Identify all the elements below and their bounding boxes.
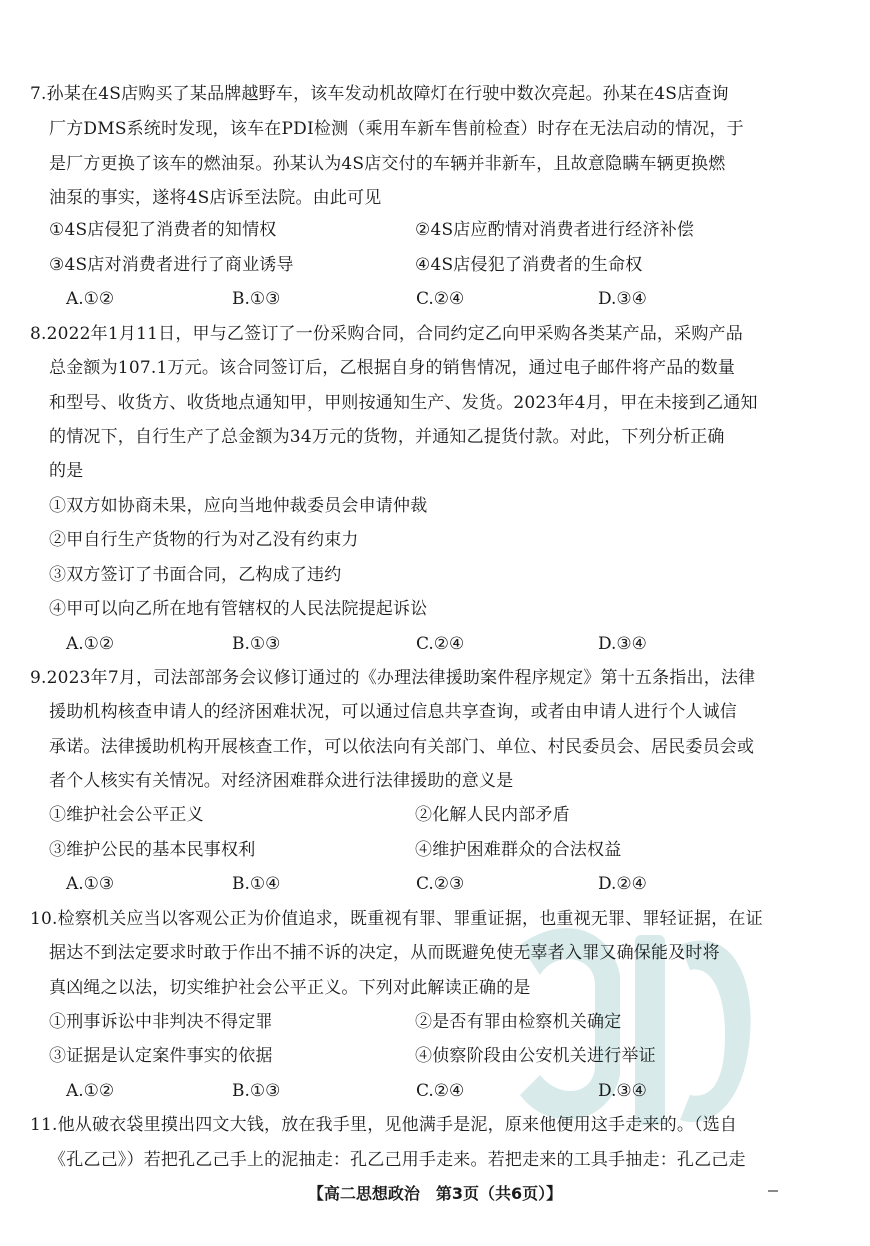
q7-answer-a: A.①②	[66, 289, 115, 309]
q8-answer-b: B.①③	[232, 634, 281, 654]
q7-line-3: 是厂方更换了该车的燃油泵。孙某认为4S店交付的车辆并非新车，且故意隐瞒车辆更换燃	[49, 154, 726, 174]
q10-option-1: ①刑事诉讼中非判决不得定罪	[49, 1012, 273, 1032]
q9-option-4: ④维护困难群众的合法权益	[415, 840, 622, 860]
q7-line-4: 油泵的事实，遂将4S店诉至法院。由此可见	[49, 188, 382, 208]
q8-answer-a: A.①②	[66, 634, 115, 654]
q8-line-3: 和型号、收货方、收货地点通知甲，甲则按通知生产、发货。2023年4月，甲在未接到乙通知	[49, 393, 758, 413]
q10-option-3: ③证据是认定案件事实的依据	[49, 1046, 273, 1066]
q8-answer-d: D.③④	[598, 634, 647, 654]
q11-line-2: 《孔乙己》）若把孔乙己手上的泥抽走：孔乙己用手走来。若把走来的工具手抽走：孔乙己走	[49, 1150, 746, 1170]
q8-option-2: ②甲自行生产货物的行为对乙没有约束力	[49, 530, 359, 550]
q9-line-4: 者个人核实有关情况。对经济困难群众进行法律援助的意义是	[49, 771, 514, 791]
q7-option-2: ②4S店应酌情对消费者进行经济补偿	[415, 220, 695, 240]
q7-line-2: 厂方DMS系统时发现，该车在PDI检测（乘用车新车售前检查）时存在无法启动的情况，于	[49, 119, 744, 139]
q8-line-2: 总金额为107.1万元。该合同签订后，乙根据自身的销售情况，通过电子邮件将产品的数量	[49, 358, 736, 378]
q9-answer-b: B.①④	[232, 874, 281, 894]
scan-mark	[768, 1190, 778, 1192]
q8-line-1: 8.2022年1月11日，甲与乙签订了一份采购合同，合同约定乙向甲采购各类某产品，采购产品	[30, 324, 743, 344]
q8-option-4: ④甲可以向乙所在地有管辖权的人民法院提起诉讼	[49, 599, 428, 619]
q9-line-3: 承诺。法律援助机构开展核查工作，可以依法向有关部门、单位、村民委员会、居民委员会或	[49, 737, 755, 757]
q9-line-1: 9.2023年7月，司法部部务会议修订通过的《办理法律援助案件程序规定》第十五条指出，法律	[30, 668, 756, 688]
q10-option-2: ②是否有罪由检察机关确定	[415, 1012, 622, 1032]
q9-line-2: 援助机构核查申请人的经济困难状况，可以通过信息共享查询，或者由申请人进行个人诚信	[49, 702, 737, 722]
q8-line-5: 的是	[49, 461, 84, 481]
q10-option-4: ④侦察阶段由公安机关进行举证	[415, 1046, 656, 1066]
q8-option-3: ③双方签订了书面合同，乙构成了违约	[49, 565, 342, 585]
q7-option-3: ③4S店对消费者进行了商业诱导	[49, 255, 294, 275]
q10-answer-a: A.①②	[66, 1081, 115, 1101]
q10-line-3: 真凶绳之以法，切实维护社会公平正义。下列对此解读正确的是	[49, 978, 531, 998]
q7-option-1: ①4S店侵犯了消费者的知情权	[49, 220, 277, 240]
q7-option-4: ④4S店侵犯了消费者的生命权	[415, 255, 643, 275]
q9-option-2: ②化解人民内部矛盾	[415, 805, 570, 825]
q9-answer-c: C.②③	[416, 874, 465, 894]
q10-answer-d: D.③④	[598, 1081, 647, 1101]
q10-line-2: 据达不到法定要求时敢于作出不捕不诉的决定，从而既避免使无辜者入罪又确保能及时将	[49, 943, 720, 963]
q9-option-3: ③维护公民的基本民事权利	[49, 840, 256, 860]
q7-line-1: 7.孙某在4S店购买了某品牌越野车，该车发动机故障灯在行驶中数次亮起。孙某在4S店查询	[30, 84, 729, 104]
q7-answer-d: D.③④	[598, 289, 647, 309]
q10-answer-c: C.②④	[416, 1081, 465, 1101]
page-footer: 【高二思想政治 第3页（共6页）】	[307, 1184, 563, 1203]
q8-line-4: 的情况下，自行生产了总金额为34万元的货物，并通知乙提货付款。对此，下列分析正确	[49, 427, 725, 447]
q10-line-1: 10.检察机关应当以客观公正为价值追求，既重视有罪、罪重证据，也重视无罪、罪轻证据，在证	[30, 909, 763, 929]
q10-answer-b: B.①③	[232, 1081, 281, 1101]
q11-line-1: 11.他从破衣袋里摸出四文大钱，放在我手里，见他满手是泥，原来他便用这手走来的。（选自	[30, 1115, 738, 1135]
q7-answer-c: C.②④	[416, 289, 465, 309]
q7-answer-b: B.①③	[232, 289, 281, 309]
q8-option-1: ①双方如协商未果，应向当地仲裁委员会申请仲裁	[49, 496, 428, 516]
q8-answer-c: C.②④	[416, 634, 465, 654]
q9-answer-a: A.①③	[66, 874, 115, 894]
q9-answer-d: D.②④	[598, 874, 647, 894]
q9-option-1: ①维护社会公平正义	[49, 805, 204, 825]
